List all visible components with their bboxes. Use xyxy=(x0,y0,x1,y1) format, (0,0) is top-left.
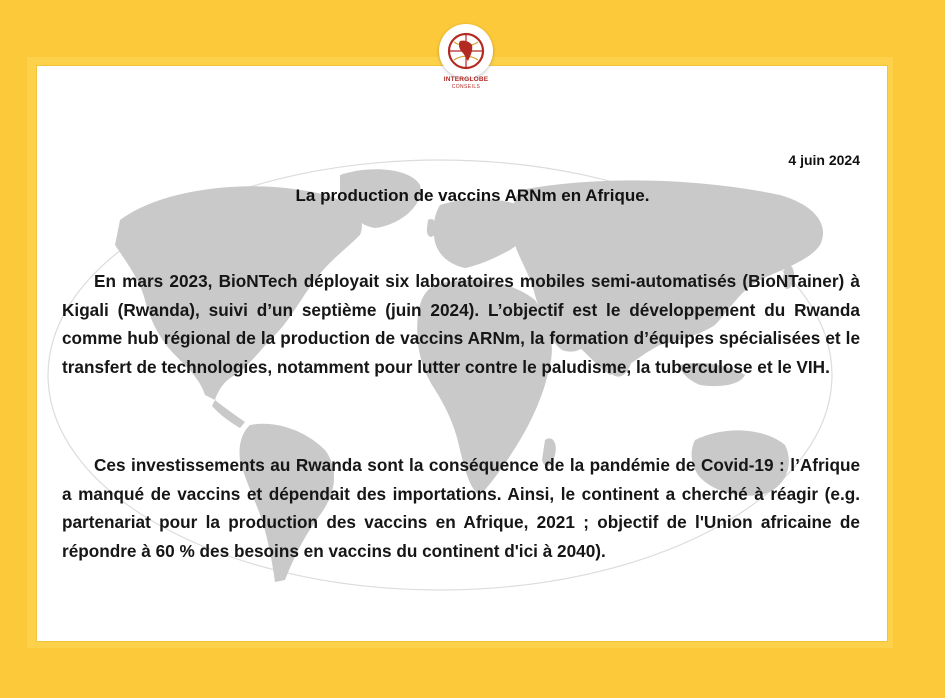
logo-brand-name: INTERGLOBE xyxy=(443,76,489,83)
document-title: La production de vaccins ARNm en Afrique. xyxy=(295,186,650,205)
interglobe-logo xyxy=(431,24,501,104)
globe-icon xyxy=(439,24,493,78)
paragraph-2: Ces investissements au Rwanda sont la conséquence de la pandémie de Covid-19 : l’Afrique a manqué de vaccins et dépendait des importations. Ainsi, le continent a cherché à réagir (e.g. partenariat pour la production des vaccins en Afrique, 2021 ; objectif de l'Union africaine de répondre à 60 % des besoins en vaccins du continent d'ici à 2040). xyxy=(62,455,860,561)
logo-brand-subtitle: CONSEILS xyxy=(451,84,481,90)
paragraph-1: En mars 2023, BioNTech déployait six laboratoires mobiles semi-automatisés (BioNTainer) à Kigali (Rwanda), suivi d’un septième (juin 2024). L’objectif est le développement du Rwanda comme hub régional de la production de vaccins ARNm, la formation d’équipes spécialisées et le transfert de technologies, notamment pour lutter contre le paludisme, la tuberculose et le VIH. xyxy=(62,271,860,377)
document-date: 4 juin 2024 xyxy=(788,152,860,168)
logo-badge xyxy=(439,24,493,78)
